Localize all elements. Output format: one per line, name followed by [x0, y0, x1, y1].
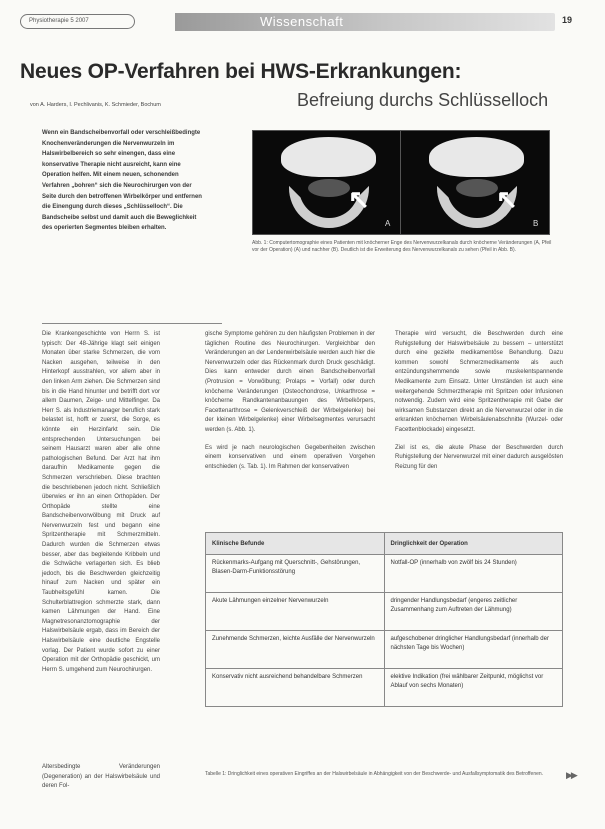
- body-column-1-continued: [42, 763, 160, 800]
- figure-label-b: B: [533, 219, 539, 228]
- table-row: [206, 593, 563, 631]
- table-cell: Rückenmarks-Aufgang mit Querschnitt-, Gehstörungen, Blasen-Darm-Funktionsstörung: [206, 555, 385, 593]
- table-caption: Tabelle 1: Dringlichkeit eines operativen Eingriffes an der Halswirbelsäule in Abhängigkeit von der Beschwerde- und Ausfallsymptomatik des Betroffenen.: [205, 771, 544, 777]
- table-cell: Zunehmende Schmerzen, leichte Ausfälle der Nervenwurzeln: [206, 631, 385, 669]
- body-column-3: [395, 330, 563, 480]
- table-cell: dringender Handlungsbedarf (engeres zeitlicher Zusammenhang zum Auftreten der Lähmung): [384, 593, 563, 631]
- table-cell: aufgeschobener dringlicher Handlungsbedarf (innerhalb der nächsten Tage bis Wochen): [384, 631, 563, 669]
- paragraph: gische Symptome gehören zu den häufigsten Problemen in der täglichen Routine des Neurochirurgen. Vergleichbar den Veränderungen an der Lendenwirbelsäule werden auch hier die Nervenwurzeln oder das Rückenmark durch Druck geschädigt. Dies kann entweder durch einen Bandscheibenvorfall (Protrusion = Vorwölbung; Prolaps = Vorfall) oder durch knöcherne Veränderungen (Osteochondrose, Unkarthrose = knöcherne Randkantenanbauungen des Wirbelkörpers, Facettenarthrose = Gelenkverschleiß der Wirbelgelenke) bei der kleinen Wirbelgelenke) einer Wirbelsegmentes verursacht werden (s. Abb. 1).: [205, 331, 375, 433]
- table-cell: Notfall-OP (innerhalb von zwölf bis 24 Stunden): [384, 555, 563, 593]
- article-title: Neues OP-Verfahren bei HWS-Erkrankungen:: [20, 60, 462, 83]
- table-header-cell: Dringlichkeit der Operation: [384, 533, 563, 555]
- journal-badge: Physiotherapie 5 2007: [20, 14, 135, 29]
- ct-image-after: [400, 130, 550, 235]
- continue-arrows-icon: ▶▶: [566, 770, 576, 780]
- figure-label-a: A: [385, 219, 391, 228]
- article-authors: von A. Harders, I. Pechlivanis, K. Schmieder, Bochum: [30, 102, 161, 108]
- table-row: [206, 669, 563, 707]
- figure-caption: Abb. 1: Computertomographie eines Patienten mit knöcherner Enge des Nervenwurzelkanals durch knöcherne Veränderungen (A, Pfeil vor der Operation) (A) und nachher (B). Deutlich ist die Erweiterung des Nervenwurzelkanals zu sehen (Pfeil in Abb. B).: [252, 240, 552, 253]
- paragraph: Ziel ist es, die akute Phase der Beschwerden durch Ruhigstellung der Nervenwurzel mit einer dadurch ausgelösten Reizung für den: [395, 444, 563, 470]
- urgency-table: [205, 532, 563, 707]
- table-row: [206, 555, 563, 593]
- table-cell: Konservativ nicht ausreichend behandelbare Schmerzen: [206, 669, 385, 707]
- table-row: [206, 631, 563, 669]
- paragraph: Therapie wird versucht, die Beschwerden durch eine Ruhigstellung der Halswirbelsäule zu bessern – unterstützt durch eine gezielte medikamentöse Behandlung. Dazu kommen sowohl Schmerzmedikamente als auch entzündungshemmende sowie muskelentspannende Medikamente zum Einsatz. Unter Umständen ist auch eine weitergehende Schmerztherapie mit Spritzen oder Infusionen notwendig. Zudem wird eine Spritzentherapie mit Gabe der wirksamen Substanzen direkt an die Nervenwurzel oder in die erkrankten knöchernen Wirbelsäulenabschnitte (Wurzel- oder Facettenblockade) eingesetzt.: [395, 331, 563, 433]
- section-band: [175, 13, 555, 31]
- article-subtitle: Befreiung durchs Schlüsselloch: [297, 90, 549, 110]
- table-header-row: [206, 533, 563, 555]
- paragraph: Es wird je nach neurologischen Gegebenheiten zwischen einem konservativen und einem operativen Vorgehen entschieden (s. Tab. 1). Im Rahmen der konservativen: [205, 444, 375, 470]
- arrow-icon: ↖: [496, 184, 518, 214]
- table-cell: elektive Indikation (frei wählbarer Zeitpunkt, möglichst vor Ablauf von sechs Monaten): [384, 669, 563, 707]
- table-cell: Akute Lähmungen einzelner Nervenwurzeln: [206, 593, 385, 631]
- page-number: 19: [562, 15, 573, 25]
- table-header-cell: Klinische Befunde: [206, 533, 385, 555]
- section-label: Wissenschaft: [260, 14, 344, 29]
- intro-divider: [42, 323, 222, 324]
- paragraph: Die Krankengeschichte von Herrn S. ist typisch: Der 48-Jährige klagt seit einigen Monaten über starke Schmerzen, die vom Nacken ausgehen, teilweise in den Hinterkopf ausstrahlen, vor allem aber in den linken Arm ziehen. Die Schmerzen sind bis in die Hand hinunter und betrifft dort vor allem Daumen, Zeige- und Mittelfinger. Da Herr S. als Industriemanager beruflich stark belastet ist, hofft er zuerst, die Sorge, es könnte ein Herzinfarkt sein. Die entsprechenden Untersuchungen bei seinem Hausarzt waren aber alle ohne pathologischen Befund. Der Arzt hat ihm daraufhin Medikamente gegen die Schmerzen verschrieben. Diese brachten die beschriebenen jedoch nicht. Schließlich überwies er ihn an einen Orthopäden. Der Orthopäde stellte eine Bandscheibenvorwölbung mit Druck auf Nervenwurzeln fest und begann eine Spritzentherapie mit Schmerzmitteln. Dadurch wurden die Schmerzen etwas besser, aber das begleitende Kribbeln und die Schwäche verlagerten sich. Es blieb jedoch, bis die Beschwerden gleichzeitig hinauf zum Nacken und später ein Taubheitsgefühl kamen. Die Schulterblattregion schmerzte stark, dann kamen Lähmungen der Hand. Eine Magnetresonanztomographie der Halswirbelsäule ergab, dass im Bereich der Halswirbelsäule eine deutliche Engstelle vorlag. Der Patient wurde sofort zu einer Operation mit der Orthopädie geschickt, um Herrn S. umgehend zum Neurochirurgen.: [42, 331, 160, 673]
- paragraph: Altersbedingte Veränderungen (Degeneration) an der Halswirbelsäule und deren Fol-: [42, 764, 160, 790]
- body-column-1: [42, 330, 160, 683]
- arrow-icon: ↖: [348, 184, 370, 214]
- article-intro: Wenn ein Bandscheibenvorfall oder verschleißbedingte Knochenveränderungen die Nervenwurzeln im Halswirbelbereich so sehr einengen, dass eine konservative Therapie nicht ausreicht, kann eine Operation helfen. Mit einem neuen, schonenden Verfahren „bohren“ sich die Neurochirurgen von der Seite durch den betroffenen Wirbelkörper und entfernen die Einengung durch dieses „Schlüsselloch“. Die Bandscheibe selbst und damit auch die Beweglichkeit des operierten Segmentes bleiben erhalten.: [42, 130, 202, 232]
- body-column-2: [205, 330, 375, 480]
- ct-image-before: [252, 130, 402, 235]
